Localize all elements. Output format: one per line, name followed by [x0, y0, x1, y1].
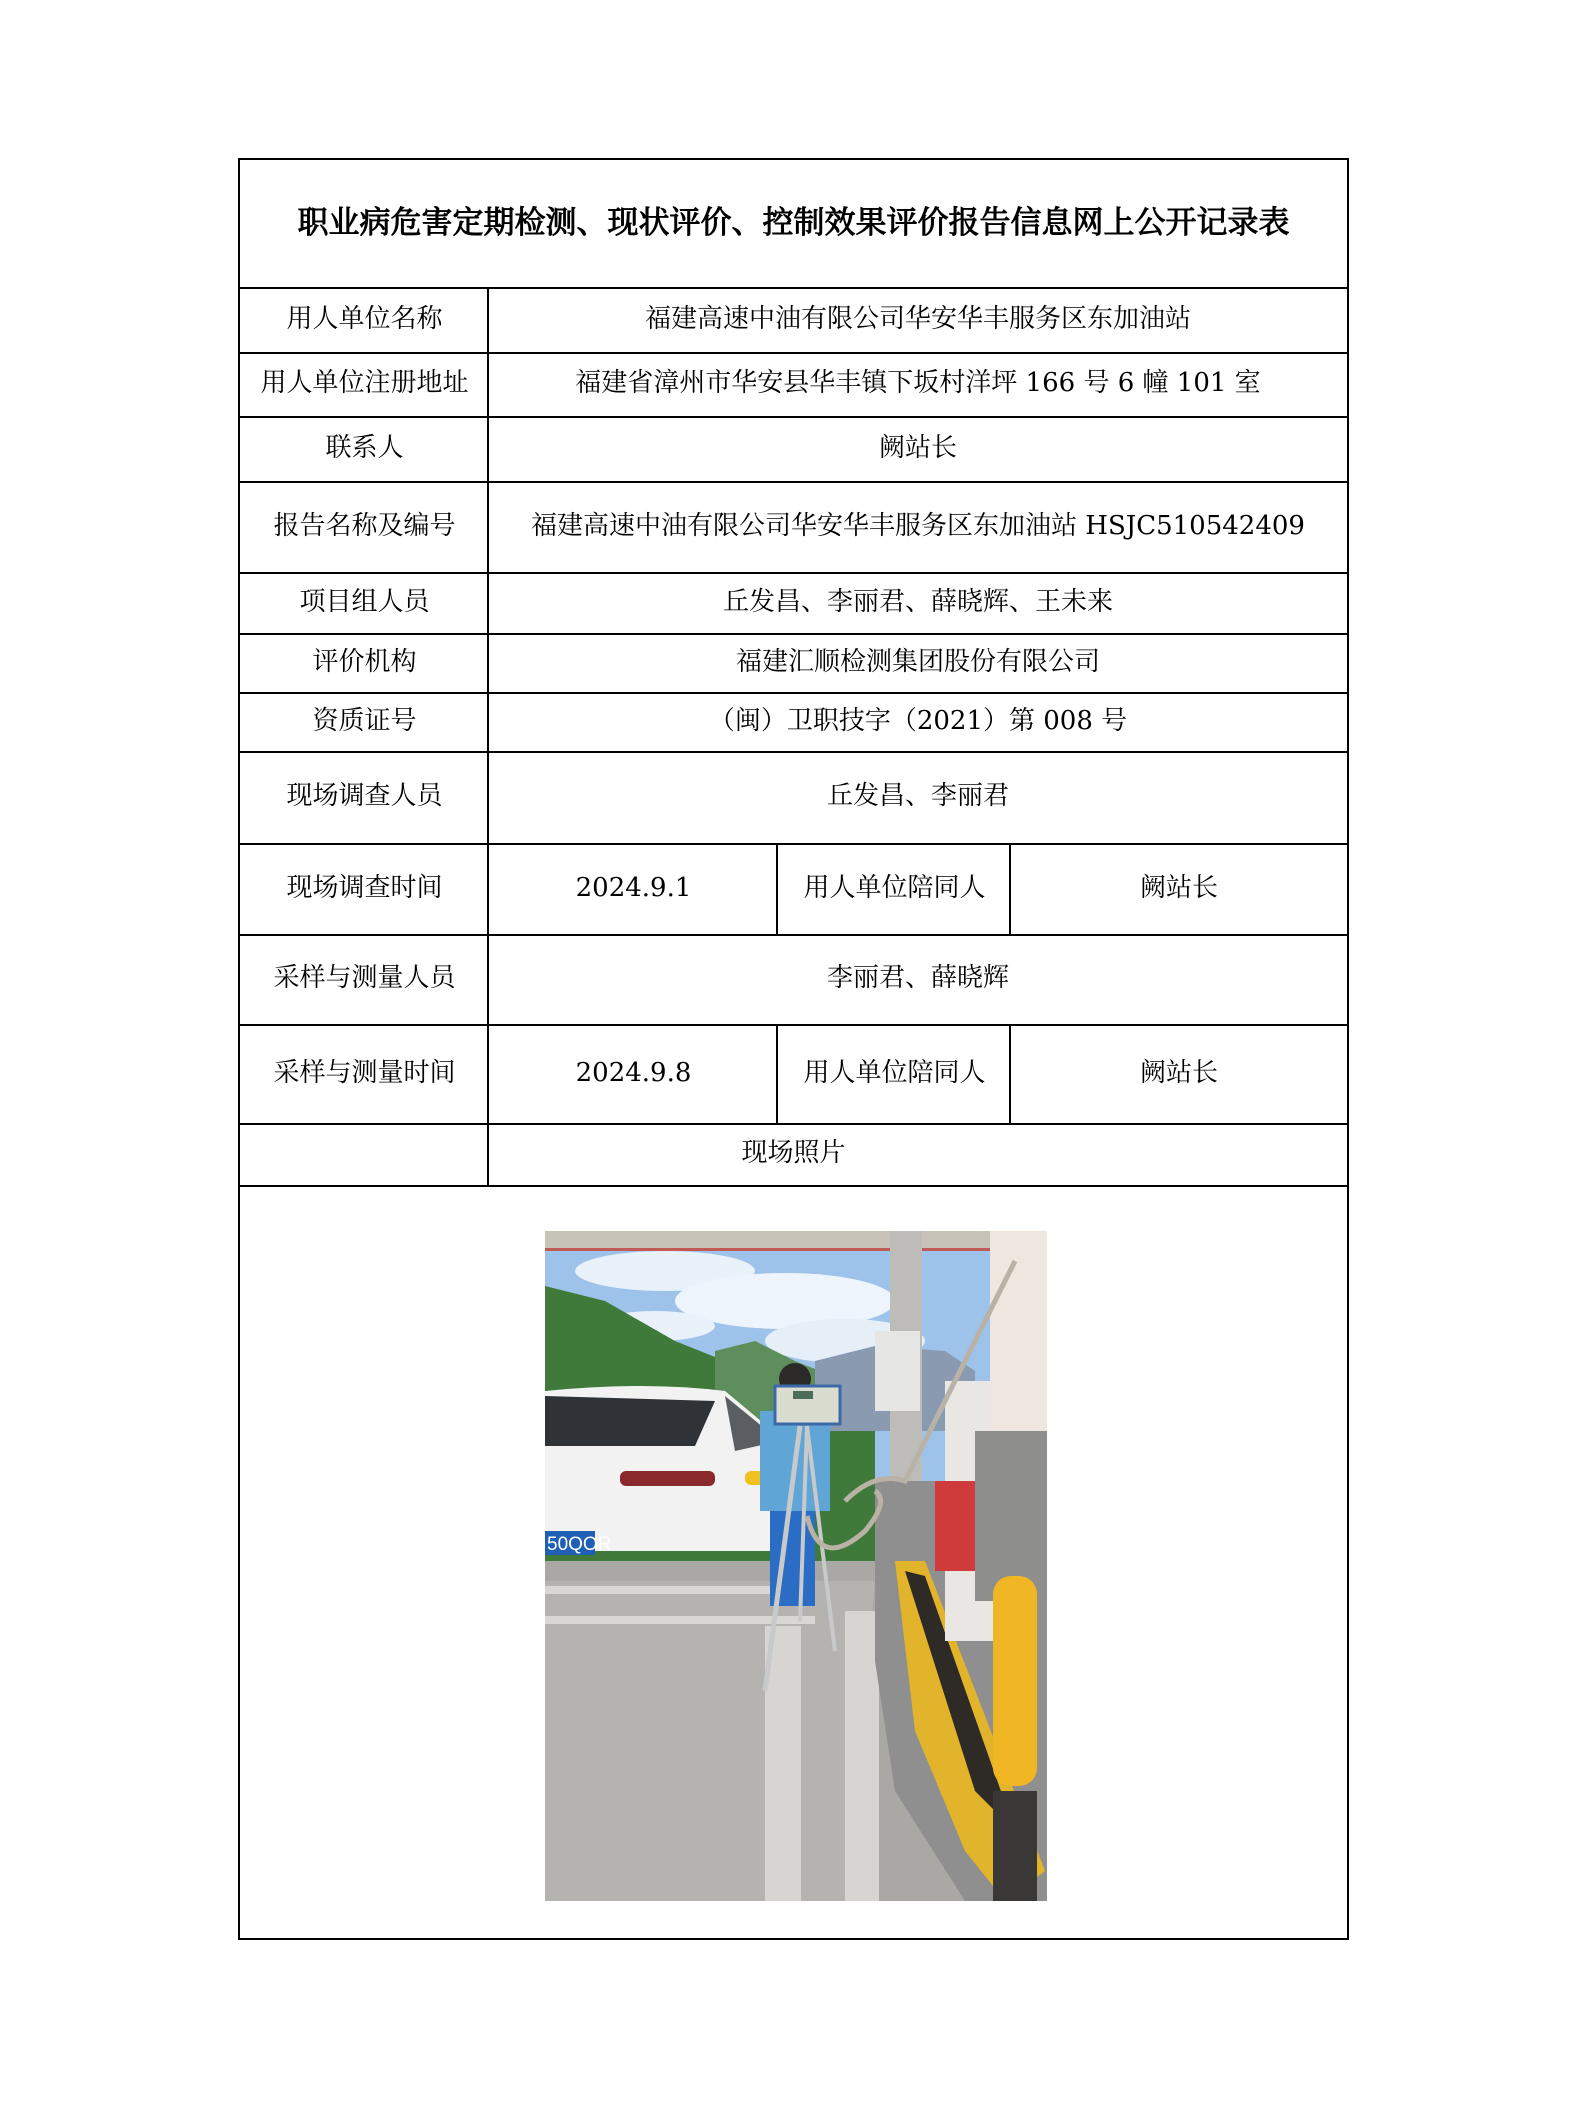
value-employer-name: 福建高速中油有限公司华安华丰服务区东加油站	[644, 303, 1191, 334]
value-evaluation-agency: 福建汇顺检测集团股份有限公司	[735, 646, 1100, 677]
value-survey-staff: 丘发昌、李丽君	[826, 781, 1009, 812]
value-sampling-time: 2024.9.8	[575, 1057, 692, 1088]
value-sampling-staff: 李丽君、薛晓辉	[826, 963, 1009, 994]
value-sampling-companion: 阙站长	[1139, 1057, 1218, 1088]
label-project-team: 项目组人员	[299, 586, 430, 617]
label-sampling-staff: 采样与测量人员	[273, 963, 456, 994]
value-survey-companion: 阙站长	[1139, 872, 1218, 903]
label-survey-staff: 现场调查人员	[286, 781, 443, 812]
label-survey-time: 现场调查时间	[286, 872, 443, 903]
value-qualification-number: （闽）卫职技字（2021）第 008 号	[708, 705, 1128, 736]
value-project-team: 丘发昌、李丽君、薛晓辉、王未来	[722, 586, 1113, 617]
value-report-name: 福建高速中油有限公司华安华丰服务区东加油站 HSJC510542409	[531, 510, 1305, 541]
label-contact: 联系人	[325, 432, 404, 463]
label-evaluation-agency: 评价机构	[312, 646, 417, 677]
value-survey-time: 2024.9.1	[575, 872, 692, 903]
label-survey-companion: 用人单位陪同人	[803, 872, 986, 903]
label-sampling-time: 采样与测量时间	[273, 1057, 456, 1088]
divider	[240, 1185, 1347, 1187]
site-photo	[545, 1231, 1047, 1901]
label-sampling-companion: 用人单位陪同人	[803, 1057, 986, 1088]
record-table	[238, 158, 1349, 1940]
label-employer-name: 用人单位名称	[286, 303, 443, 334]
label-qualification-number: 资质证号	[312, 705, 417, 736]
label-report-name: 报告名称及编号	[273, 510, 456, 541]
page-title: 职业病危害定期检测、现状评价、控制效果评价报告信息网上公开记录表	[297, 204, 1290, 241]
label-registered-address: 用人单位注册地址	[260, 368, 469, 399]
value-registered-address: 福建省漳州市华安县华丰镇下坂村洋坪 166 号 6 幢 101 室	[575, 368, 1261, 399]
label-site-photo: 现场照片	[741, 1138, 846, 1169]
value-contact: 阙站长	[878, 432, 957, 463]
svg-text:50QOR: 50QOR	[547, 1534, 612, 1555]
